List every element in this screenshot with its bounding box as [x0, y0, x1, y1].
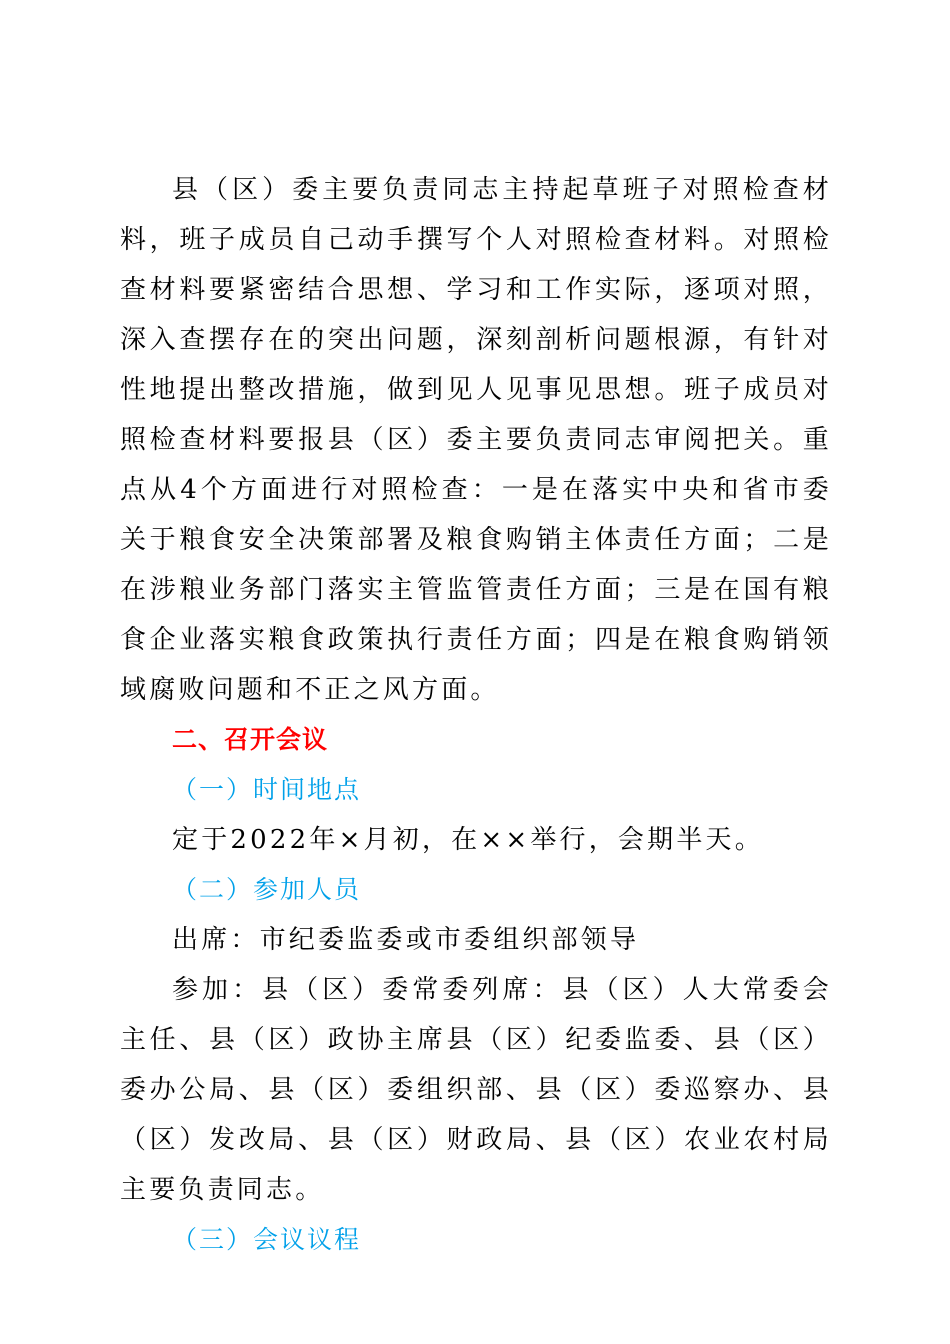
section-two-title: 二、召开会议	[172, 725, 329, 754]
attendance-text: 出席：市纪委监委或市委组织部领导	[172, 925, 640, 955]
document-page	[120, 165, 832, 1265]
subsection-agenda-title: （三）会议议程	[172, 1225, 362, 1254]
participants-paragraph: 参加：县（区）委常委列席：县（区）人大常委会主任、县（区）政协主席县（区）纪委监委、县（区）委办公局、县（区）委组织部、县（区）委巡察办、县（区）发改局、县（区）财政局、县（区）农业农村局主要负责同志。	[120, 975, 832, 1205]
intro-paragraph: 县（区）委主要负责同志主持起草班子对照检查材料，班子成员自己动手撰写个人对照检查材料。对照检查材料要紧密结合思想、学习和工作实际，逐项对照，深入查摆存在的突出问题，深刻剖析问题根源，有针对性地提出整改措施，做到见人见事见思想。班子成员对照检查材料要报县（区）委主要负责同志审阅把关。重点从4个方面进行对照检查：一是在落实中央和省市委关于粮食安全决策部署及粮食购销主体责任方面；二是在涉粮业务部门落实主管监管责任方面；三是在国有粮食企业落实粮食政策执行责任方面；四是在粮食购销领域腐败问题和不正之风方面。	[120, 175, 832, 705]
subsection-time-place-title: （一）时间地点	[172, 775, 362, 804]
subsection-participants-title: （二）参加人员	[172, 875, 362, 904]
time-place-text: 定于2022年×月初，在××举行，会期半天。	[172, 825, 764, 855]
